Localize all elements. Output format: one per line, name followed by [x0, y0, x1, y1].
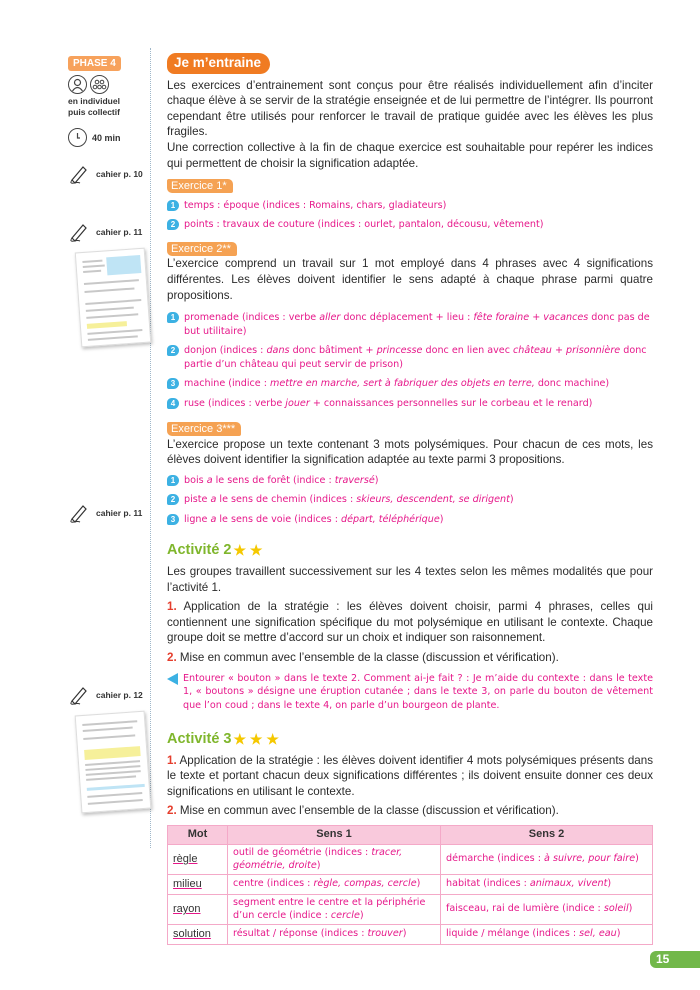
cahier-label: cahier p. 12: [96, 690, 143, 700]
sense2-cell: liquide / mélange (indices : sel, eau): [441, 925, 653, 945]
exercise-1-badge: Exercice 1*: [167, 179, 233, 193]
pen-icon: [68, 503, 90, 523]
phase-badge: PHASE 4: [68, 56, 121, 71]
sense2-cell: faisceau, rai de lumière (indice : soleil): [441, 895, 653, 925]
answer-text: Entourer « bouton » dans le texte 2. Comment ai-je fait ? : Je m’aide du contexte : dans le texte 1, « boutons » désigne une éruption cutanée ; dans le texte 3, on parle du bouton de vêtement que l’on coud ; dans le texte 4, on parle d’un bourgeon de plante.: [183, 672, 653, 711]
table-row: [168, 895, 653, 925]
cahier-ref-2: [68, 222, 148, 345]
sense1-cell: centre (indices : règle, compas, cercle): [228, 875, 441, 895]
mode-line-1: en individuel: [68, 96, 120, 106]
number-icon: 4: [167, 398, 179, 409]
answer-item: [167, 377, 653, 391]
answer-text: ruse (indices : verbe jouer + connaissances personnelles sur le corbeau et le renard): [184, 397, 593, 409]
col-header-mot: Mot: [168, 826, 228, 845]
activity-2-intro: Les groupes travaillent successivement sur les 4 textes selon les mêmes modalités que pour l’activité 1.: [167, 565, 653, 594]
answer-item: [167, 199, 653, 213]
sense1-cell: segment entre le centre et la périphérie d’un cercle (indice : cercle): [228, 895, 441, 925]
activity-3-step-2: 2. Mise en commun avec l’ensemble de la classe (discussion et vérification).: [167, 804, 559, 818]
sense2-cell: habitat (indices : animaux, vivent): [441, 875, 653, 895]
individual-icon: [68, 75, 87, 94]
answer-item: [167, 493, 653, 507]
number-icon: 2: [167, 494, 179, 505]
answer-item: [167, 474, 653, 488]
col-header-sens2: Sens 2: [441, 826, 653, 845]
answer-text: piste a le sens de chemin (indices : skieurs, descendent, se dirigent): [184, 494, 514, 506]
pen-icon: [68, 164, 90, 184]
table-row: [168, 925, 653, 945]
number-icon: 1: [167, 200, 179, 211]
activity-2-answer: [167, 672, 653, 713]
table-row: [168, 875, 653, 895]
number-icon: 2: [167, 219, 179, 230]
exercise-3-description: L’exercice propose un texte contenant 3 mots polysémiques. Pour chacun de ces mots, les élèves doivent identifier la signification adaptée au texte parmi 3 propositions.: [167, 437, 653, 467]
exercise-2-badge: Exercice 2**: [167, 242, 237, 256]
answer-text: points : travaux de couture (indices : ourlet, pantalon, décousu, vêtement): [184, 219, 544, 231]
activity-title-text: Activité 2: [167, 542, 232, 559]
sense1-cell: résultat / réponse (indices : trouver): [228, 925, 441, 945]
sense2-cell: démarche (indices : à suivre, pour faire): [441, 845, 653, 875]
number-icon: 2: [167, 345, 179, 356]
main-content: [167, 53, 653, 945]
answer-item: [167, 397, 653, 411]
pen-icon: [68, 685, 90, 705]
sense1-cell: outil de géométrie (indices : tracer, géométrie, droite): [228, 845, 441, 875]
cahier-ref-3: [68, 503, 148, 523]
exercise-2-description: L’exercice comprend un travail sur 1 mot employé dans 4 phrases avec 4 significations différentes. Les élèves doivent identifier le sens adapté à chaque phrase parmi quatre propositions.: [167, 257, 653, 302]
intro-paragraph-2: Une correction collective à la fin de chaque exercice est souhaitable pour repérer les indices qui permettent de choisir la signification adaptée.: [167, 140, 653, 170]
answer-text: temps : époque (indices : Romains, chars, gladiateurs): [184, 199, 447, 211]
answer-text: ligne a le sens de voie (indices : départ, téléphérique): [184, 513, 444, 525]
cahier-label: cahier p. 11: [96, 508, 143, 518]
word-cell: règle: [168, 845, 228, 875]
duration: 40 min: [92, 132, 121, 143]
answer-item: [167, 344, 653, 371]
workbook-thumbnail: [75, 248, 151, 348]
activity-3-step-1: 1. Application de la stratégie : les élèves doivent identifier 4 mots polysémiques présents dans le texte et portant chacun deux significations différentes ; ils doivent ensuite donner ces deux significations en utilisant le contexte.: [167, 753, 653, 798]
section-title: Je m’entraine: [167, 53, 270, 74]
word-cell: milieu: [168, 875, 228, 895]
pen-icon: [68, 222, 90, 242]
word-cell: rayon: [168, 895, 228, 925]
answer-item: [167, 218, 653, 232]
answer-text: promenade (indices : verbe aller donc déplacement + lieu : fête foraine + vacances donc pas de but utilitaire): [184, 312, 650, 337]
cahier-label: cahier p. 11: [96, 227, 143, 237]
star-rating-icon: ★ ★: [233, 542, 263, 559]
answer-item: [167, 513, 653, 527]
number-icon: 3: [167, 378, 179, 389]
arrow-icon: [167, 673, 178, 685]
phase-info: [68, 56, 148, 147]
col-header-sens1: Sens 1: [228, 826, 441, 845]
word-cell: solution: [168, 925, 228, 945]
activity-2-step-1: 1. Application de la stratégie : les élèves doivent choisir, parmi 4 phrases, celles qui contiennent une signification spécifique du mot polysémique en utilisant le contexte. Chaque groupe doit se mettre d’accord sur un choix et indiquer son raisonnement.: [167, 600, 653, 645]
cahier-ref-4: [68, 685, 148, 811]
activity-2-title: [167, 543, 653, 559]
cahier-ref-1: [68, 164, 148, 184]
mode-line-2: puis collectif: [68, 107, 120, 117]
star-rating-icon: ★ ★ ★: [233, 731, 279, 748]
number-icon: 1: [167, 475, 179, 486]
activity-3-title: [167, 732, 653, 748]
column-divider: [150, 48, 151, 848]
answer-item: [167, 311, 653, 338]
activity-2-step-2: 2. Mise en commun avec l’ensemble de la classe (discussion et vérification).: [167, 650, 559, 664]
cahier-label: cahier p. 10: [96, 169, 143, 179]
workbook-thumbnail: [75, 711, 152, 814]
table-row: [168, 845, 653, 875]
polysemy-table: [167, 825, 653, 945]
number-icon: 3: [167, 514, 179, 525]
exercise-3-badge: Exercice 3***: [167, 422, 241, 436]
answer-text: donjon (indices : dans donc bâtiment + princesse donc en lien avec château + prisonnière donc partie d’un château qui peut servir de prison): [184, 345, 647, 370]
intro-paragraph: Les exercices d’entrainement sont conçus pour être réalisés individuellement afin d’inciter chaque élève à se servir de la stratégie enseignée et de lui permettre de l’intégrer. Ils pourront cependant être utilisés pour renforcer le travail de pratique guidée avec les élèves les plus fragiles.: [167, 78, 653, 139]
answer-text: machine (indice : mettre en marche, sert à fabriquer des objets en terre, donc machine): [184, 378, 610, 390]
answer-text: bois a le sens de forêt (indice : traversé): [184, 474, 379, 486]
group-icon: [90, 75, 109, 94]
page-number: 15: [650, 951, 700, 968]
number-icon: 1: [167, 312, 179, 323]
activity-title-text: Activité 3: [167, 731, 232, 748]
clock-icon: [68, 128, 87, 147]
